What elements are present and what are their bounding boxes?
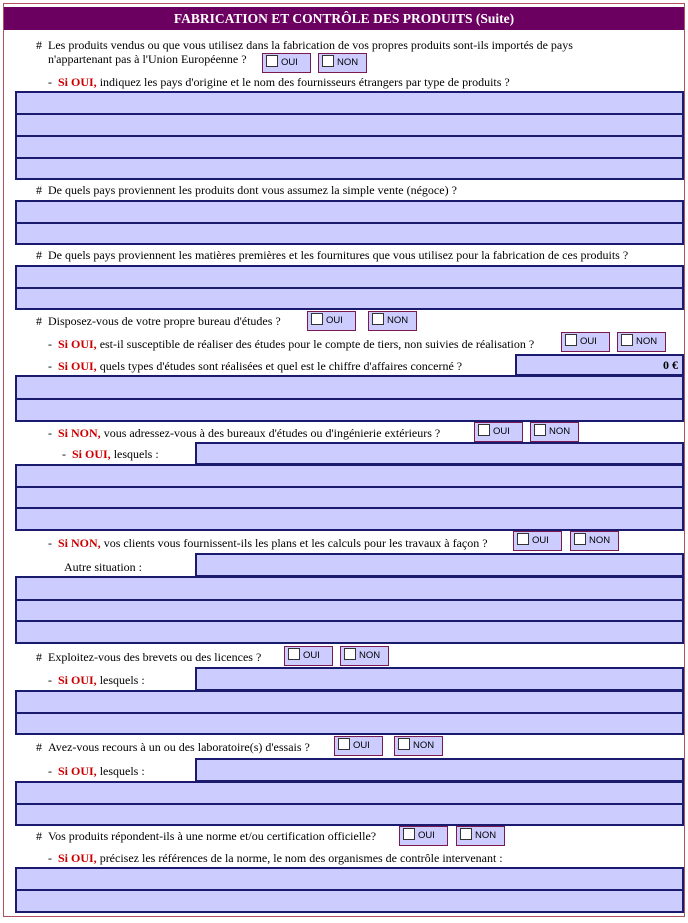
si-oui-label: Si OUI, — [58, 673, 97, 687]
q2-answer-field[interactable] — [15, 200, 684, 245]
question-imports — [36, 38, 573, 52]
q6-sub — [48, 764, 145, 778]
oui-label: OUI — [580, 336, 597, 347]
dash-marker: - — [48, 851, 52, 865]
oui-label: OUI — [326, 315, 343, 326]
q4-sub1 — [48, 337, 534, 351]
dash-marker: - — [48, 673, 52, 687]
checkbox-square — [403, 828, 415, 840]
dash-marker: - — [62, 447, 66, 461]
question-imports-line1: Les produits vendus ou que vous utilisez dans la fabrication de vos propres produits sont-ils importés de pays — [48, 38, 573, 52]
q5-non-checkbox[interactable] — [340, 646, 389, 666]
q7-oui-checkbox[interactable] — [399, 826, 448, 846]
non-label: NON — [475, 830, 497, 841]
q4-sub3-text: vous adressez-vous à des bureaux d'études ou d'ingénierie extérieurs ? — [103, 426, 441, 440]
checkbox-square — [460, 828, 472, 840]
hash-marker: # — [36, 38, 42, 52]
external-offices-field[interactable] — [195, 442, 684, 465]
checkbox-square — [322, 55, 334, 67]
question-design-office-text: Disposez-vous de votre propre bureau d'études ? — [48, 314, 281, 328]
answer-line[interactable] — [17, 869, 682, 891]
q6-non-checkbox[interactable] — [394, 736, 443, 756]
non-label: NON — [337, 57, 359, 68]
dash-marker: - — [48, 75, 52, 89]
q4-sub1-oui-checkbox[interactable] — [561, 332, 610, 352]
q4-sub3-which-text: lesquels : — [113, 447, 159, 461]
non-label: NON — [589, 535, 611, 546]
other-situation-answer-field[interactable] — [15, 576, 684, 644]
section-header: FABRICATION ET CONTRÔLE DES PRODUITS (Suite) — [4, 7, 684, 30]
q4-sub3-oui-checkbox[interactable] — [474, 422, 523, 442]
q6-sub-text: lesquels : — [99, 764, 145, 778]
question-design-office — [36, 314, 281, 328]
q1-sub-text: indiquez les pays d'origine et le nom des fournisseurs étrangers par type de produits ? — [99, 75, 510, 89]
other-situation-label: Autre situation : — [64, 560, 142, 574]
q4-sub3 — [48, 426, 440, 440]
dash-marker: - — [48, 337, 52, 351]
checkbox-square — [266, 55, 278, 67]
answer-line[interactable] — [17, 377, 682, 400]
answer-line[interactable] — [17, 202, 682, 224]
answer-line[interactable] — [17, 601, 682, 622]
q4-sub3-non-checkbox[interactable] — [530, 422, 579, 442]
q4-studies-answer-field[interactable] — [15, 375, 684, 422]
oui-label: OUI — [418, 830, 435, 841]
question-labs — [36, 740, 310, 754]
question-patents-text: Exploitez-vous des brevets ou des licences ? — [48, 650, 262, 664]
checkbox-square — [338, 738, 350, 750]
q4-sub4 — [48, 536, 488, 550]
non-label: NON — [413, 740, 435, 751]
checkbox-square — [534, 424, 546, 436]
oui-label: OUI — [353, 740, 370, 751]
q7-sub — [48, 851, 503, 865]
non-label: NON — [636, 336, 658, 347]
answer-line[interactable] — [17, 115, 682, 137]
answer-line[interactable] — [17, 891, 682, 911]
si-oui-label: Si OUI, — [58, 75, 97, 89]
answer-line[interactable] — [17, 578, 682, 601]
checkbox-square — [517, 533, 529, 545]
question-raw-materials — [36, 248, 628, 262]
answer-line[interactable] — [17, 93, 682, 115]
q5-sub-text: lesquels : — [99, 673, 145, 687]
checkbox-square — [288, 648, 300, 660]
checkbox-square — [344, 648, 356, 660]
q4-sub2 — [48, 359, 462, 373]
si-non-label: Si NON, — [58, 426, 101, 440]
hash-marker: # — [36, 740, 42, 754]
checkbox-square — [574, 533, 586, 545]
answer-line[interactable] — [17, 783, 682, 805]
oui-label: OUI — [281, 57, 298, 68]
q4-sub1-non-checkbox[interactable] — [617, 332, 666, 352]
hash-marker: # — [36, 183, 42, 197]
q4-sub2-text: quels types d'études sont réalisées et quel est le chiffre d'affaires concerné ? — [99, 359, 463, 373]
question-imports-line2: n'appartenant pas à l'Union Européenne ? — [48, 52, 247, 66]
checkbox-square — [372, 313, 384, 325]
question-trade-countries — [36, 183, 457, 197]
si-oui-label: Si OUI, — [58, 359, 97, 373]
q1-non-checkbox[interactable] — [318, 53, 367, 73]
si-oui-label: Si OUI, — [72, 447, 111, 461]
other-situation-field[interactable] — [195, 553, 684, 577]
dash-marker: - — [48, 426, 52, 440]
q4-sub4-oui-checkbox[interactable] — [513, 531, 562, 551]
answer-line[interactable] — [17, 224, 682, 243]
q7-non-checkbox[interactable] — [456, 826, 505, 846]
si-oui-label: Si OUI, — [58, 851, 97, 865]
external-offices-answer-field[interactable] — [15, 464, 684, 531]
question-certification — [36, 829, 376, 843]
q4-sub4-text: vos clients vous fournissent-ils les plans et les calculs pour les travaux à façon ? — [103, 536, 488, 550]
q4-oui-checkbox[interactable] — [307, 311, 356, 331]
answer-line[interactable] — [17, 289, 682, 308]
q4-non-checkbox[interactable] — [368, 311, 417, 331]
question-certification-text: Vos produits répondent-ils à une norme et/ou certification officielle? — [48, 829, 377, 843]
labs-answer-field[interactable] — [15, 781, 684, 826]
question-raw-materials-text: De quels pays proviennent les matières premières et les fournitures que vous utilisez pour la fabrication de ces produits ? — [48, 248, 629, 262]
checkbox-square — [478, 424, 490, 436]
labs-field[interactable] — [195, 758, 684, 782]
oui-label: OUI — [493, 426, 510, 437]
question-patents — [36, 650, 261, 664]
turnover-amount: 0 € — [663, 358, 678, 372]
answer-line[interactable] — [17, 622, 682, 642]
dash-marker: - — [48, 359, 52, 373]
dash-marker: - — [48, 536, 52, 550]
patents-field[interactable] — [195, 667, 684, 691]
q5-oui-checkbox[interactable] — [284, 646, 333, 666]
question-labs-text: Avez-vous recours à un ou des laboratoire(s) d'essais ? — [48, 740, 310, 754]
q7-sub-text: précisez les références de la norme, le nom des organismes de contrôle intervenant : — [99, 851, 503, 865]
answer-line[interactable] — [17, 159, 682, 178]
si-oui-label: Si OUI, — [58, 764, 97, 778]
question-trade-countries-text: De quels pays proviennent les produits dont vous assumez la simple vente (négoce) ? — [48, 183, 457, 197]
answer-line[interactable] — [17, 509, 682, 529]
q1-answer-field[interactable] — [15, 91, 684, 180]
answer-line[interactable] — [17, 692, 682, 714]
hash-marker: # — [36, 829, 42, 843]
oui-label: OUI — [303, 650, 320, 661]
answer-line[interactable] — [17, 267, 682, 289]
non-label: NON — [359, 650, 381, 661]
checkbox-square — [565, 334, 577, 346]
certification-answer-field[interactable] — [15, 867, 684, 913]
checkbox-square — [398, 738, 410, 750]
si-oui-label: Si OUI, — [58, 337, 97, 351]
non-label: NON — [387, 315, 409, 326]
si-non-label: Si NON, — [58, 536, 101, 550]
q5-sub — [48, 673, 145, 687]
turnover-field[interactable] — [515, 354, 684, 376]
q3-answer-field[interactable] — [15, 265, 684, 310]
answer-line[interactable] — [17, 137, 682, 159]
q1-oui-checkbox[interactable] — [262, 53, 311, 73]
hash-marker: # — [36, 314, 42, 328]
q4-sub4-non-checkbox[interactable] — [570, 531, 619, 551]
checkbox-square — [621, 334, 633, 346]
q4-sub3-which — [62, 447, 159, 461]
answer-line[interactable] — [17, 488, 682, 509]
answer-line[interactable] — [17, 805, 682, 824]
hash-marker: # — [36, 650, 42, 664]
hash-marker: # — [36, 248, 42, 262]
non-label: NON — [549, 426, 571, 437]
answer-line[interactable] — [17, 400, 682, 420]
oui-label: OUI — [532, 535, 549, 546]
checkbox-square — [311, 313, 323, 325]
answer-line[interactable] — [17, 714, 682, 733]
answer-line[interactable] — [17, 466, 682, 488]
dash-marker: - — [48, 764, 52, 778]
q1-sub — [48, 75, 510, 89]
q6-oui-checkbox[interactable] — [334, 736, 383, 756]
q4-sub1-text: est-il susceptible de réaliser des études pour le compte de tiers, non suivies de réalisation ? — [99, 337, 535, 351]
patents-answer-field[interactable] — [15, 690, 684, 735]
